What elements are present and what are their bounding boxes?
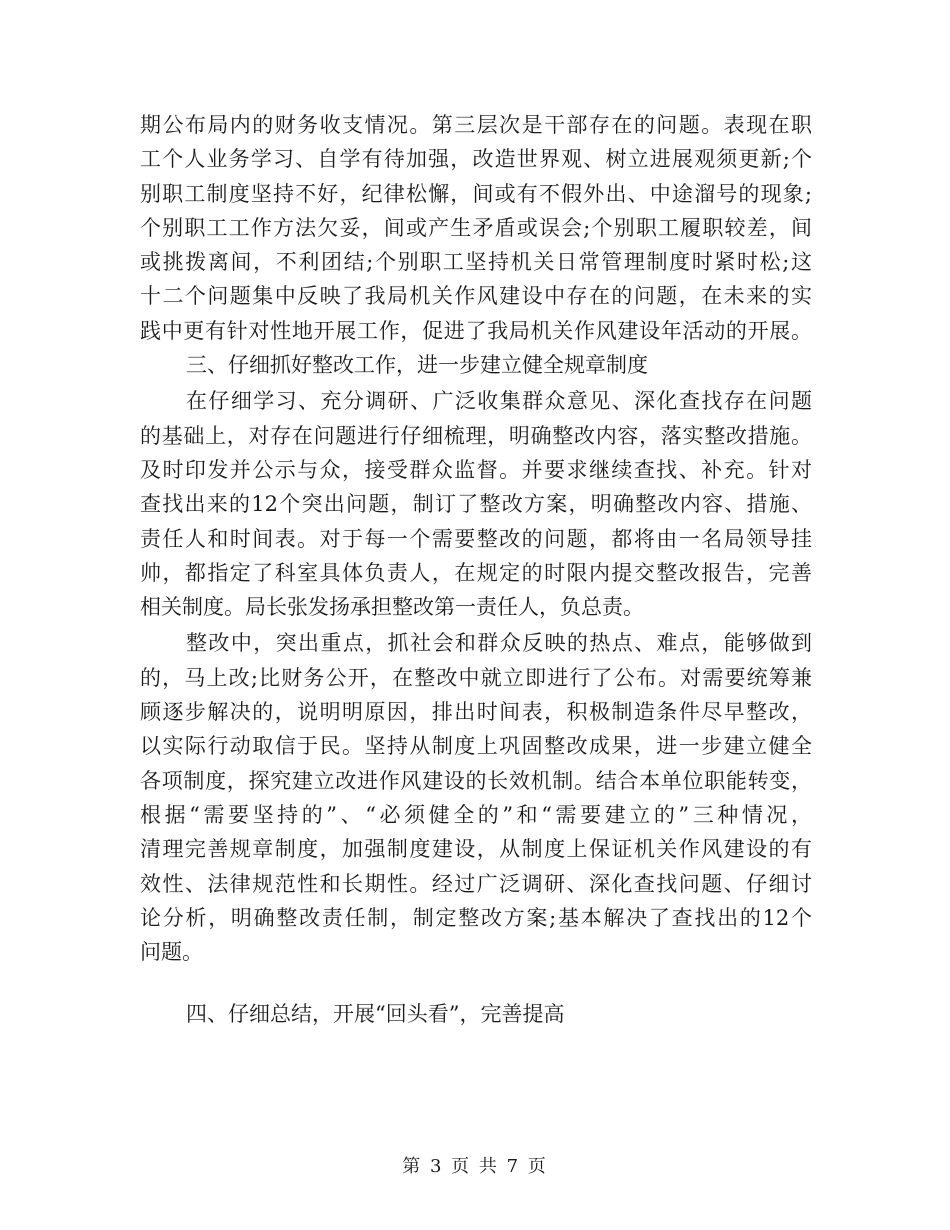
section-heading: 四、仔细总结，开展“回头看”，完善提高 — [186, 1002, 565, 1027]
text-line: 效性、法律规范性和长期性。经过广泛调研、深化查找问题、仔细讨 — [140, 871, 812, 896]
text-line: 责任人和时间表。对于每一个需要整改的问题，都将由一名局领导挂 — [140, 526, 812, 551]
text-line: 以实际行动取信于民。坚持从制度上巩固整改成果，进一步建立健全 — [140, 734, 812, 759]
text-line: 根据“需要坚持的”、“必须健全的”和“需要建立的”三种情况， — [140, 802, 812, 827]
document-body — [140, 108, 812, 1032]
text-line: 顾逐步解决的，说明明原因，排出时间表，积极制造条件尽早整改， — [140, 700, 812, 725]
section-heading: 三、仔细抓好整改工作，进一步建立健全规章制度 — [186, 353, 648, 378]
page-number-footer: 第 3 页 共 7 页 — [402, 1156, 548, 1177]
text-line: 的基础上，对存在问题进行仔细梳理，明确整改内容，落实整改措施。 — [140, 423, 812, 448]
text-line: 或挑拨离间，不利团结;个别职工坚持机关日常管理制度时紧时松;这 — [140, 250, 812, 275]
text-line: 问题。 — [140, 940, 203, 965]
text-line: 查找出来的12个突出问题，制订了整改方案，明确整改内容、措施、 — [140, 492, 812, 517]
text-line: 十二个问题集中反映了我局机关作风建设中存在的问题，在未来的实 — [140, 284, 812, 309]
text-line: 整改中，突出重点，抓社会和群众反映的热点、难点，能够做到 — [186, 631, 812, 656]
text-line: 的，马上改;比财务公开，在整改中就立即进行了公布。对需要统筹兼 — [140, 665, 812, 690]
text-line: 别职工制度坚持不好，纪律松懈，间或有不假外出、中途溜号的现象; — [140, 181, 812, 206]
text-line: 在仔细学习、充分调研、广泛收集群众意见、深化查找存在问题 — [186, 389, 812, 414]
text-line: 工个人业务学习、自学有待加强，改造世界观、树立进展观须更新;个 — [140, 147, 812, 172]
text-line: 各项制度，探究建立改进作风建设的长效机制。结合本单位职能转变， — [140, 768, 812, 793]
text-line: 帅，都指定了科室具体负责人，在规定的时限内提交整改报告，完善 — [140, 560, 812, 585]
text-line: 相关制度。局长张发扬承担整改第一责任人，负总责。 — [140, 595, 644, 620]
text-line: 清理完善规章制度，加强制度建设，从制度上保证机关作风建设的有 — [140, 837, 812, 862]
text-line: 践中更有针对性地开展工作，促进了我局机关作风建设年活动的开展。 — [140, 318, 812, 343]
text-line: 及时印发并公示与众，接受群众监督。并要求继续查找、补充。针对 — [140, 457, 812, 482]
text-line: 个别职工工作方法欠妥，间或产生矛盾或误会;个别职工履职较差，间 — [140, 215, 812, 240]
text-line: 期公布局内的财务收支情况。第三层次是干部存在的问题。表现在职 — [140, 113, 812, 137]
text-line: 论分析，明确整改责任制，制定整改方案;基本解决了查找出的12个 — [140, 905, 812, 930]
